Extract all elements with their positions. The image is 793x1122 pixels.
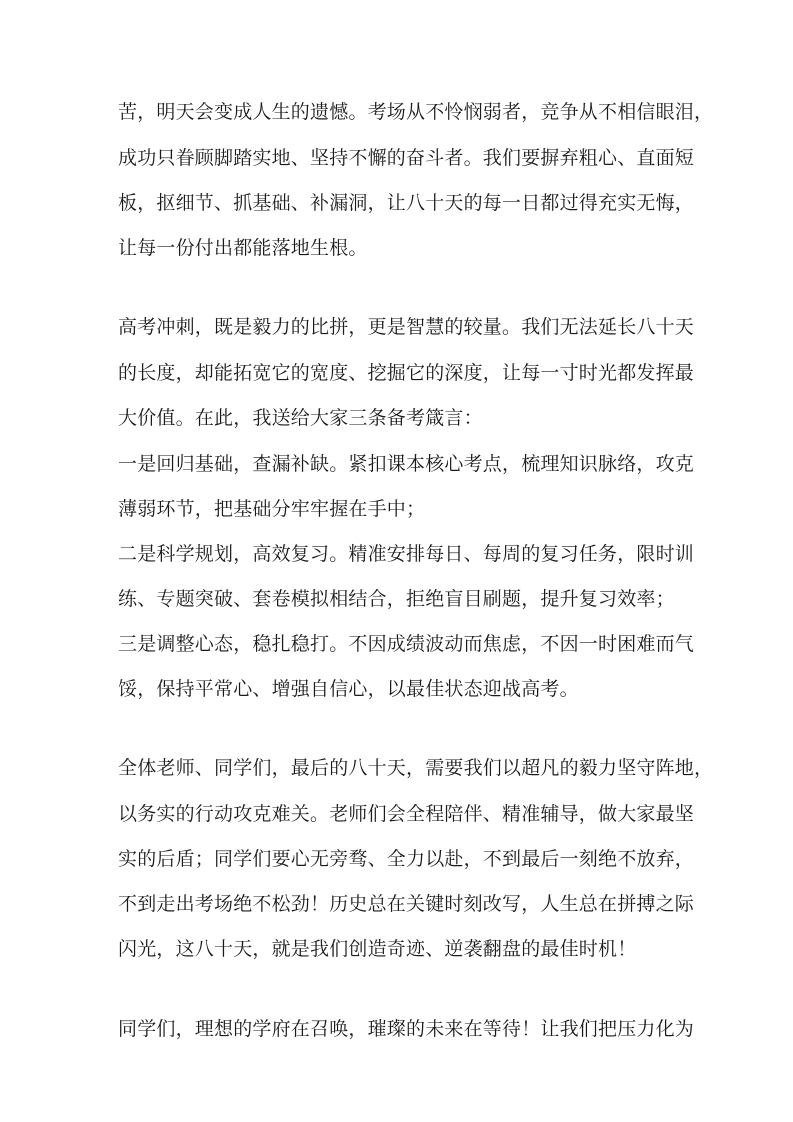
paragraph-4-line-1: 同学们，理想的学府在召唤，璀璨的未来在等待！让我们把压力化为	[118, 1018, 695, 1040]
paragraph-2-line-8: 三是调整心态，稳扎稳打。不因成绩波动而焦虑，不因一时困难而气	[118, 633, 695, 655]
paragraph-3-line-5: 闪光，这八十天，就是我们创造奇迹、逆袭翻盘的最佳时机！	[118, 938, 637, 960]
paragraph-2-line-1: 高考冲刺，既是毅力的比拼，更是智慧的较量。我们无法延长八十天	[118, 316, 695, 338]
paragraph-1-line-2: 成功只眷顾脚踏实地、坚持不懈的奋斗者。我们要摒弃粗心、直面短	[118, 147, 695, 169]
paragraph-1-line-1: 苦，明天会变成人生的遗憾。考场从不怜悯弱者，竞争从不相信眼泪，	[118, 101, 714, 123]
paragraph-1-line-3: 板，抠细节、抓基础、补漏洞，让八十天的每一日都过得充实无悔，	[118, 192, 695, 214]
paragraph-3-line-1: 全体老师、同学们，最后的八十天，需要我们以超凡的毅力坚守阵地，	[118, 757, 714, 779]
paragraph-2-line-7: 练、专题突破、套卷模拟相结合，拒绝盲目刷题，提升复习效率；	[118, 588, 675, 610]
paragraph-3-line-3: 实的后盾；同学们要心无旁骛、全力以赴，不到最后一刻绝不放弃，	[118, 848, 695, 870]
paragraph-1-line-4: 让每一份付出都能落地生根。	[118, 237, 368, 259]
paragraph-2-line-4: 一是回归基础，查漏补缺。紧扣课本核心考点，梳理知识脉络，攻克	[118, 453, 695, 475]
paragraph-2-line-5: 薄弱环节，把基础分牢牢握在手中；	[118, 498, 426, 520]
paragraph-2-line-6: 二是科学规划，高效复习。精准安排每日、每周的复习任务，限时训	[118, 543, 695, 565]
paragraph-2-line-2: 的长度，却能拓宽它的宽度、挖掘它的深度，让每一寸时光都发挥最	[118, 362, 695, 384]
paragraph-3-line-2: 以务实的行动攻克难关。老师们会全程陪伴、精准辅导，做大家最坚	[118, 803, 695, 825]
paragraph-2-line-9: 馁，保持平常心、增强自信心，以最佳状态迎战高考。	[118, 678, 579, 700]
paragraph-3-line-4: 不到走出考场绝不松劲！历史总在关键时刻改写，人生总在拼搏之际	[118, 893, 695, 915]
paragraph-2-line-3: 大价值。在此，我送给大家三条备考箴言：	[118, 407, 483, 429]
